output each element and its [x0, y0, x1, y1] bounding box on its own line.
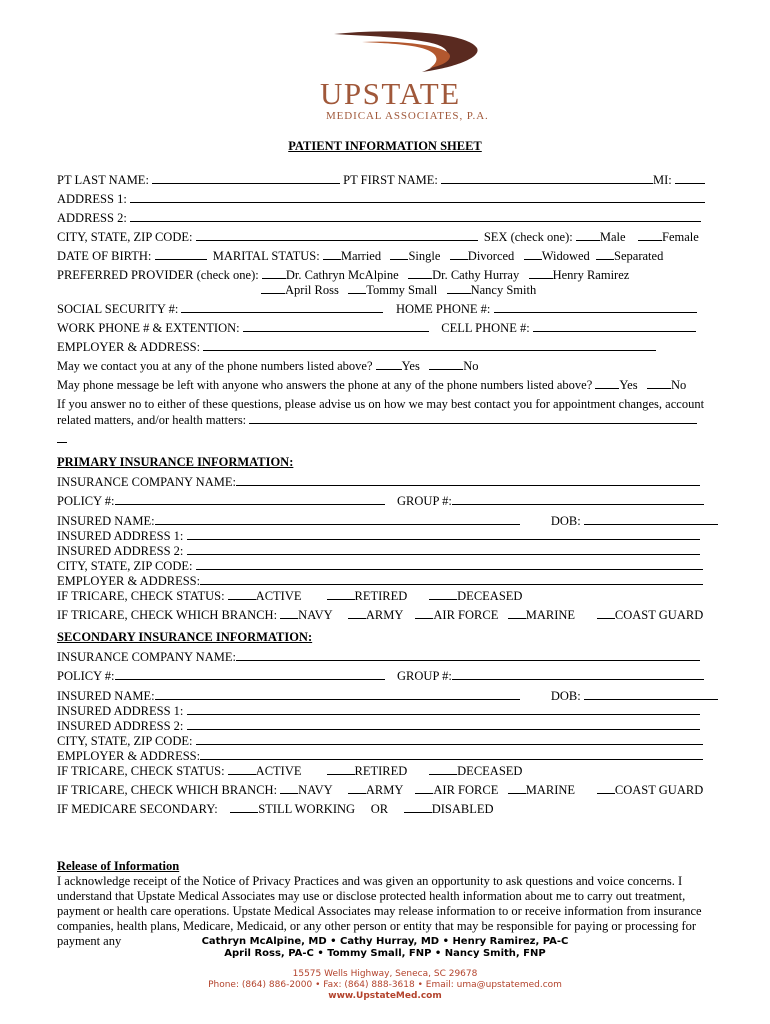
primary-employer-row [57, 573, 703, 589]
secondary-airforce-check[interactable] [415, 782, 433, 794]
primary-dob-field[interactable] [584, 513, 718, 525]
primary-employer-label: EMPLOYER & ADDRESS: [57, 574, 201, 588]
prov5-label: Tommy Small [366, 283, 438, 297]
separated-check[interactable] [596, 248, 614, 260]
primary-employer-field[interactable] [200, 573, 703, 585]
secondary-company-field[interactable] [236, 649, 700, 661]
provider-row-1 [57, 267, 629, 283]
address1-row [57, 191, 705, 207]
pt-last-name-label: PT LAST NAME: [57, 173, 149, 187]
primary-addr2-label: INSURED ADDRESS 2: [57, 544, 184, 558]
cell-phone-label: CELL PHONE #: [441, 321, 530, 335]
primary-coastguard-check[interactable] [597, 607, 615, 619]
message-question: May phone message be left with anyone who answers the phone at any of the phone numbers listed above? [57, 378, 593, 392]
name-row [57, 172, 705, 188]
secondary-city-field[interactable] [196, 733, 703, 745]
primary-tricare-branch-row [57, 607, 703, 623]
address1-label: ADDRESS 1: [57, 192, 127, 206]
secondary-tricare-branch-row [57, 782, 703, 798]
secondary-group-field[interactable] [452, 668, 704, 680]
prov4-check[interactable] [261, 282, 285, 294]
advise-field-continued[interactable] [57, 431, 67, 443]
address1-field[interactable] [130, 191, 705, 203]
medicare-label: IF MEDICARE SECONDARY: [57, 802, 218, 816]
secondary-retired-check[interactable] [327, 763, 355, 775]
contact-no-label: No [463, 359, 479, 373]
prov1-check[interactable] [262, 267, 286, 279]
page-title: PATIENT INFORMATION SHEET [288, 139, 482, 153]
contact-no-check[interactable] [429, 358, 463, 370]
secondary-policy-field[interactable] [115, 668, 385, 680]
primary-deceased-check[interactable] [429, 588, 457, 600]
secondary-marine-check[interactable] [508, 782, 526, 794]
secondary-tricare-status-row [57, 763, 522, 779]
primary-army-check[interactable] [348, 607, 366, 619]
prov1-label: Dr. Cathryn McAlpine [285, 268, 399, 282]
message-yes-check[interactable] [595, 377, 619, 389]
primary-tricare-branch-label: IF TRICARE, CHECK WHICH BRANCH: [57, 608, 278, 622]
primary-dob-label: DOB: [550, 514, 581, 528]
secondary-addr2-label: INSURED ADDRESS 2: [57, 719, 184, 733]
primary-group-field[interactable] [452, 493, 704, 505]
message-yes-label: Yes [619, 378, 638, 392]
ssn-phone-row [57, 301, 697, 317]
secondary-dob-field[interactable] [584, 688, 718, 700]
secondary-addr2-field[interactable] [187, 718, 700, 730]
employer-field[interactable] [203, 339, 656, 351]
primary-active-label: ACTIVE [255, 589, 302, 603]
mi-field[interactable] [675, 172, 705, 184]
married-label: Married [340, 249, 382, 263]
secondary-marine-label: MARINE [525, 783, 576, 797]
advise-continuation [57, 431, 67, 447]
secondary-active-label: ACTIVE [255, 764, 302, 778]
medicare-row [57, 801, 494, 817]
home-phone-field[interactable] [494, 301, 697, 313]
pt-first-name-label: PT FIRST NAME: [343, 173, 438, 187]
primary-company-row [57, 474, 700, 490]
upstate-logo [312, 30, 502, 122]
cell-phone-field[interactable] [533, 320, 696, 332]
secondary-addr2-row [57, 718, 700, 734]
footer-providers-1: Cathryn McAlpine, MD • Cathy Hurray, MD • Henry Ramirez, PA-C [201, 936, 569, 947]
primary-marine-check[interactable] [508, 607, 526, 619]
pt-last-name-field[interactable] [152, 172, 340, 184]
single-label: Single [408, 249, 441, 263]
primary-army-label: ARMY [365, 608, 403, 622]
primary-tricare-status-row [57, 588, 522, 604]
secondary-active-check[interactable] [228, 763, 256, 775]
secondary-addr1-field[interactable] [187, 703, 700, 715]
primary-group-label: GROUP #: [397, 494, 452, 508]
release-title: Release of Information [57, 859, 180, 873]
married-check[interactable] [323, 248, 341, 260]
dob-label: DATE OF BIRTH: [57, 249, 152, 263]
secondary-coastguard-check[interactable] [597, 782, 615, 794]
address2-label: ADDRESS 2: [57, 211, 127, 225]
advise-label: related matters, and/or health matters: [57, 413, 247, 427]
secondary-insured-row [57, 688, 718, 704]
secondary-tricare-status-label: IF TRICARE, CHECK STATUS: [57, 764, 225, 778]
primary-deceased-label: DECEASED [457, 589, 523, 603]
widowed-label: Widowed [541, 249, 590, 263]
secondary-deceased-label: DECEASED [457, 764, 523, 778]
secondary-insurance-title: SECONDARY INSURANCE INFORMATION: [57, 630, 313, 644]
primary-retired-label: RETIRED [354, 589, 408, 603]
primary-policy-row [57, 493, 704, 509]
secondary-city-row [57, 733, 703, 749]
divorced-check[interactable] [450, 248, 468, 260]
secondary-coastguard-label: COAST GUARD [614, 783, 704, 797]
primary-insurance-title: PRIMARY INSURANCE INFORMATION: [57, 455, 294, 469]
secondary-company-label: INSURANCE COMPANY NAME: [57, 650, 236, 664]
address2-row [57, 210, 701, 226]
ssn-field[interactable] [181, 301, 383, 313]
contact-yes-check[interactable] [376, 358, 402, 370]
secondary-employer-label: EMPLOYER & ADDRESS: [57, 749, 201, 763]
primary-retired-check[interactable] [327, 588, 355, 600]
advise-row-2 [57, 412, 697, 428]
primary-addr2-field[interactable] [187, 543, 700, 555]
contact-question: May we contact you at any of the phone numbers listed above? [57, 359, 373, 373]
pt-first-name-field[interactable] [441, 172, 653, 184]
primary-navy-label: NAVY [298, 608, 333, 622]
secondary-policy-label: POLICY #: [57, 669, 115, 683]
primary-active-check[interactable] [228, 588, 256, 600]
prov3-label: Henry Ramirez [552, 268, 630, 282]
city-sex-row [57, 229, 699, 245]
work-phone-field[interactable] [243, 320, 429, 332]
primary-city-label: CITY, STATE, ZIP CODE: [57, 559, 193, 573]
primary-coastguard-label: COAST GUARD [614, 608, 704, 622]
primary-city-row [57, 558, 703, 574]
mi-label: MI: [653, 173, 672, 187]
disabled-check[interactable] [404, 801, 432, 813]
primary-airforce-label: AIR FORCE [433, 608, 499, 622]
or-label: OR [370, 802, 389, 816]
logo-subtitle: MEDICAL ASSOCIATES, P.A. [326, 110, 489, 122]
city-label: CITY, STATE, ZIP CODE: [57, 230, 193, 244]
secondary-company-row [57, 649, 700, 665]
secondary-city-label: CITY, STATE, ZIP CODE: [57, 734, 193, 748]
primary-insured-row [57, 513, 718, 529]
logo-name: UPSTATE [320, 76, 461, 111]
prov6-label: Nancy Smith [470, 283, 537, 297]
primary-addr1-label: INSURED ADDRESS 1: [57, 529, 184, 543]
prov2-label: Dr. Cathy Hurray [432, 268, 520, 282]
widowed-check[interactable] [524, 248, 542, 260]
provider-row-2 [261, 282, 536, 298]
male-check[interactable] [576, 229, 600, 241]
contact-yes-label: Yes [401, 359, 420, 373]
prov4-label: April Ross [285, 283, 339, 297]
secondary-army-check[interactable] [348, 782, 366, 794]
primary-marine-label: MARINE [525, 608, 576, 622]
address2-field[interactable] [130, 210, 701, 222]
contact-question-row [57, 358, 479, 374]
secondary-employer-row [57, 748, 703, 764]
primary-company-label: INSURANCE COMPANY NAME: [57, 475, 236, 489]
home-phone-label: HOME PHONE #: [395, 302, 491, 316]
secondary-group-label: GROUP #: [397, 669, 452, 683]
employer-label: EMPLOYER & ADDRESS: [57, 340, 201, 354]
still-working-label: STILL WORKING [258, 802, 356, 816]
primary-insured-field[interactable] [155, 513, 520, 525]
dob-marital-row [57, 248, 663, 264]
secondary-army-label: ARMY [365, 783, 403, 797]
message-no-check[interactable] [647, 377, 671, 389]
employer-row [57, 339, 656, 355]
footer-address: 15575 Wells Highway, Seneca, SC 29678 [292, 969, 478, 979]
primary-company-field[interactable] [236, 474, 700, 486]
footer-contact: Phone: (864) 886-2000 • Fax: (864) 888-3618 • Email: uma@upstatemed.com [208, 980, 562, 990]
prov2-check[interactable] [408, 267, 432, 279]
female-check[interactable] [638, 229, 662, 241]
footer-providers-2: April Ross, PA-C • Tommy Small, FNP • Nancy Smith, FNP [224, 948, 546, 959]
primary-city-field[interactable] [196, 558, 703, 570]
secondary-addr1-label: INSURED ADDRESS 1: [57, 704, 184, 718]
secondary-deceased-check[interactable] [429, 763, 457, 775]
footer-website[interactable]: www.UpstateMed.com [328, 991, 442, 1001]
primary-tricare-status-label: IF TRICARE, CHECK STATUS: [57, 589, 225, 603]
secondary-insured-field[interactable] [155, 688, 520, 700]
male-label: Male [599, 230, 626, 244]
advise-field[interactable] [249, 412, 697, 424]
separated-label: Separated [614, 249, 664, 263]
prov6-check[interactable] [447, 282, 471, 294]
prov5-check[interactable] [348, 282, 366, 294]
female-label: Female [662, 230, 699, 244]
advise-line-1: If you answer no to either of these questions, please advise us on how we may best contact you for appointment changes, account [57, 397, 705, 411]
message-no-label: No [670, 378, 687, 392]
secondary-dob-label: DOB: [550, 689, 581, 703]
work-cell-row [57, 320, 696, 336]
secondary-navy-label: NAVY [298, 783, 333, 797]
release-text: I acknowledge receipt of the Notice of Privacy Practices and was given an opportunity to ask questions and voice concerns. I understand that Upstate Medical Associates may use or disclose protected health information about me to carry out treatment, payment or health care operations. Upstate Medical Associates may release information to or receive information from insurance companies, health plans, Medicare, Medicaid, or any other person or entity that may be responsible for paying or processing for payment any [57, 874, 702, 948]
ssn-label: SOCIAL SECURITY #: [57, 302, 179, 316]
dob-field[interactable] [155, 248, 207, 260]
secondary-insured-label: INSURED NAME: [57, 689, 155, 703]
primary-addr2-row [57, 543, 700, 559]
single-check[interactable] [390, 248, 408, 260]
secondary-retired-label: RETIRED [354, 764, 408, 778]
primary-policy-label: POLICY #: [57, 494, 115, 508]
disabled-label: DISABLED [431, 802, 494, 816]
swoosh-icon [332, 30, 482, 74]
primary-insured-label: INSURED NAME: [57, 514, 155, 528]
primary-addr1-field[interactable] [187, 528, 700, 540]
sex-label: SEX (check one): [483, 230, 573, 244]
provider-label: PREFERRED PROVIDER (check one): [57, 268, 259, 282]
secondary-airforce-label: AIR FORCE [433, 783, 499, 797]
message-question-row [57, 377, 686, 393]
divorced-label: Divorced [467, 249, 515, 263]
work-phone-label: WORK PHONE # & EXTENTION: [57, 321, 240, 335]
secondary-employer-field[interactable] [200, 748, 703, 760]
primary-airforce-check[interactable] [415, 607, 433, 619]
secondary-tricare-branch-label: IF TRICARE, CHECK WHICH BRANCH: [57, 783, 278, 797]
prov3-check[interactable] [529, 267, 553, 279]
secondary-policy-row [57, 668, 704, 684]
primary-navy-check[interactable] [280, 607, 298, 619]
secondary-addr1-row [57, 703, 700, 719]
primary-policy-field[interactable] [115, 493, 385, 505]
secondary-navy-check[interactable] [280, 782, 298, 794]
marital-label: MARITAL STATUS: [212, 249, 320, 263]
city-field[interactable] [196, 229, 478, 241]
primary-addr1-row [57, 528, 700, 544]
still-working-check[interactable] [230, 801, 258, 813]
